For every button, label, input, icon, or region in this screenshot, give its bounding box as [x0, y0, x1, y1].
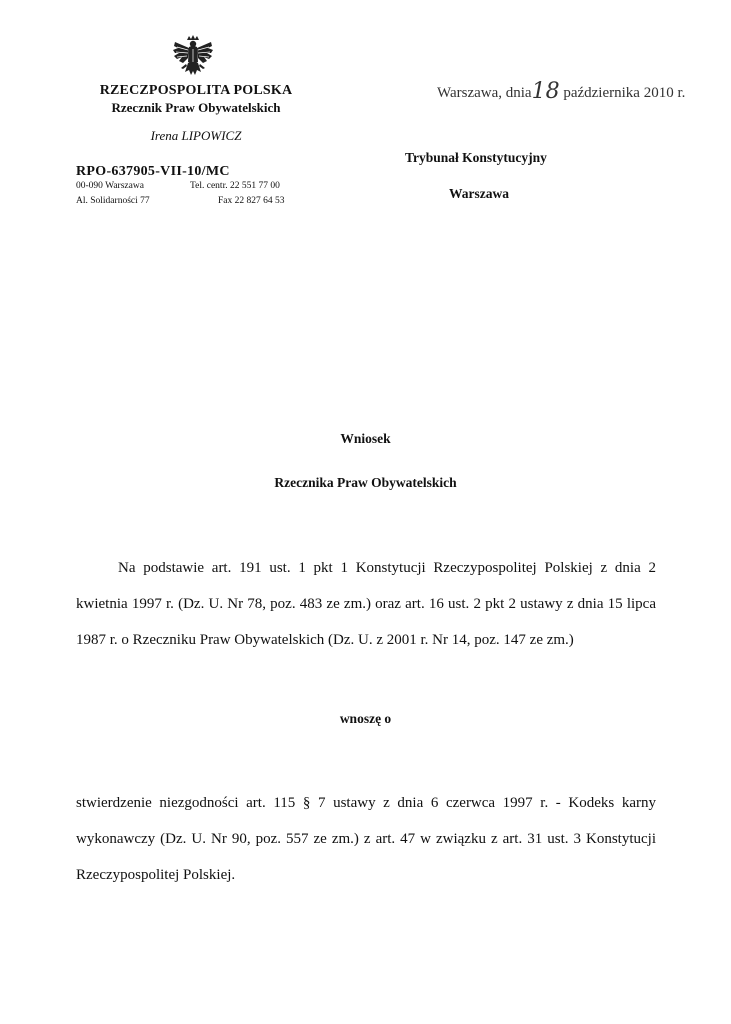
fax-number: Fax 22 827 64 53 [218, 196, 285, 206]
phone-number: Tel. centr. 22 551 77 00 [190, 181, 280, 191]
ombudsman-name: Irena LIPOWICZ [150, 128, 242, 143]
address-street: Al. Solidarności 77 [76, 196, 150, 206]
request-text: stwierdzenie niezgodności art. 115 § 7 ustawy z dnia 6 czerwca 1997 r. - Kodeks karny wykonawczy (Dz. U. Nr 90, poz. 557 ze zm.) z art. 47 w związku z art. 31 ust. 3 Konstytucji Rzeczypospolitej Polskiej. [76, 795, 656, 883]
legal-basis-text: Na podstawie art. 191 ust. 1 pkt 1 Konstytucji Rzeczypospolitej Polskiej z dnia 2 kwietnia 1997 r. (Dz. U. Nr 78, poz. 483 ze zm.) oraz art. 16 ust. 2 pkt 2 ustawy z dnia 15 lipca 1987 r. o Rzeczniku Praw Obywatelskich (Dz. U. z 2001 r. Nr 14, poz. 147 ze zm.) [76, 560, 656, 648]
polish-eagle-emblem [171, 34, 215, 82]
recipient-name: Trybunał Konstytucyjny [405, 150, 547, 165]
legal-basis-paragraph [76, 550, 656, 658]
request-paragraph [76, 785, 656, 893]
recipient-city: Warszawa [449, 186, 509, 201]
document-subtitle: Rzecznika Praw Obywatelskich [274, 475, 457, 490]
address-postal: 00-090 Warszawa [76, 181, 144, 191]
institution-name: RZECZPOSPOLITA POLSKA [99, 83, 293, 98]
date-suffix: października 2010 r. [563, 85, 686, 101]
reference-number: RPO-637905-VII-10/MC [76, 164, 230, 179]
document-date [437, 78, 685, 103]
date-day-handwritten: 18 [531, 79, 560, 104]
institution-office: Rzecznik Praw Obywatelskich [111, 100, 281, 115]
date-prefix: Warszawa, dnia [437, 85, 532, 101]
motion-heading: wnoszę o [339, 711, 392, 726]
document-title: Wniosek [340, 431, 391, 446]
